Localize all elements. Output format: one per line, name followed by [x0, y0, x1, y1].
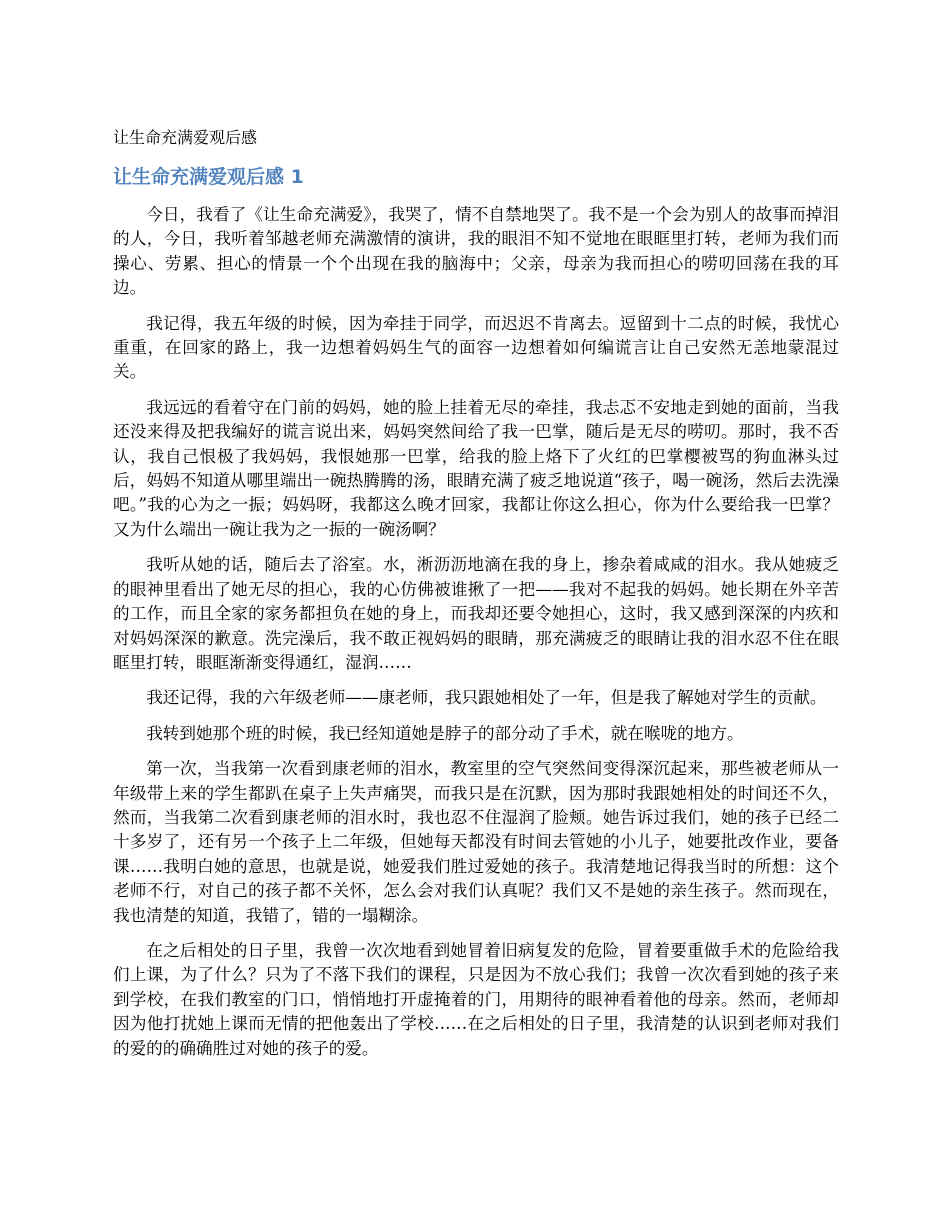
- paragraph: 今日，我看了《让生命充满爱》，我哭了，情不自禁地哭了。我不是一个会为别人的故事而掉泪的人，今日，我听着邹越老师充满激情的演讲，我的眼泪不知不觉地在眼眶里打转，老师为我们而操心、劳累、担心的情景一个个出现在我的脑海中；父亲，母亲为我而担心的唠叨回荡在我的耳边。: [113, 205, 839, 298]
- paragraph: 我听从她的话，随后去了浴室。水，淅沥沥地滴在我的身上，掺杂着咸咸的泪水。我从她疲乏的眼神里看出了她无尽的担心，我的心仿佛被谁揪了一把——我对不起我的妈妈。她长期在外辛苦的工作，而且全家的家务都担负在她的身上，而我却还要令她担心，这时，我又感到深深的内疚和对妈妈深深的歉意。洗完澡后，我不敢正视妈妈的眼睛，那充满疲乏的眼睛让我的泪水忍不住在眼眶里打转，眼眶渐渐变得通红，湿润……: [113, 555, 839, 672]
- paragraph: 在之后相处的日子里，我曾一次次地看到她冒着旧病复发的危险，冒着要重做手术的危险给我们上课，为了什么？只为了不落下我们的课程，只是因为不放心我们；我曾一次次看到她的孩子来到学校，在我们教室的门口，悄悄地打开虚掩着的门，用期待的眼神看着他的母亲。然而，老师却因为他打扰她上课而无情的把他轰出了学校……在之后相处的日子里，我清楚的认识到老师对我们的爱的的确确胜过对她的孩子的爱。: [113, 940, 839, 1058]
- document-body: [113, 203, 839, 1072]
- paragraph: 我记得，我五年级的时候，因为牵挂于同学，而迟迟不肯离去。逗留到十二点的时候，我忧心重重，在回家的路上，我一边想着妈妈生气的面容一边想着如何编谎言让自己安然无恙地蒙混过关。: [113, 313, 839, 382]
- paragraph: 我远远的看着守在门前的妈妈，她的脸上挂着无尽的牵挂，我忐忑不安地走到她的面前，当我还没来得及把我编好的谎言说出来，妈妈突然间给了我一巴掌，随后是无尽的唠叨。那时，我不否认，我自己恨极了我妈妈，我恨她那一巴掌，给我的脸上烙下了火红的巴掌樱被骂的狗血淋头过后，妈妈不知道从哪里端出一碗热腾腾的汤，眼睛充满了疲乏地说道“孩子，喝一碗汤，然后去洗澡吧。”我的心为之一振；妈妈呀，我都这么晚才回家，我都让你这么担心，你为什么要给我一巴掌？又为什么端出一碗让我为之一振的一碗汤啊？: [113, 397, 839, 539]
- paragraph: 我还记得，我的六年级老师——康老师，我只跟她相处了一年，但是我了解她对学生的贡献。: [146, 688, 827, 708]
- section-heading: 让生命充满爱观后感 1: [113, 166, 304, 188]
- paragraph: 我转到她那个班的时候，我已经知道她是脖子的部分动了手术，就在喉咙的地方。: [146, 723, 744, 743]
- paragraph: 第一次，当我第一次看到康老师的泪水，教室里的空气突然间变得深沉起来，那些被老师从一年级带上来的学生都趴在桌子上失声痛哭，而我只是在沉默，因为那时我跟她相处的时间还不久，然而，当我第二次看到康老师的泪水时，我也忍不住湿润了脸颊。她告诉过我们，她的孩子已经二十多岁了，还有另一个孩子上二年级，但她每天都没有时间去管她的小儿子，她要批改作业，要备课……我明白她的意思，也就是说，她爱我们胜过爱她的孩子。我清楚地记得我当时的所想：这个老师不行，对自己的孩子都不关怀，怎么会对我们认真呢？我们又不是她的亲生孩子。然而现在，我也清楚的知道，我错了，错的一塌糊涂。: [113, 759, 839, 925]
- document-title: 让生命充满爱观后感: [113, 128, 258, 147]
